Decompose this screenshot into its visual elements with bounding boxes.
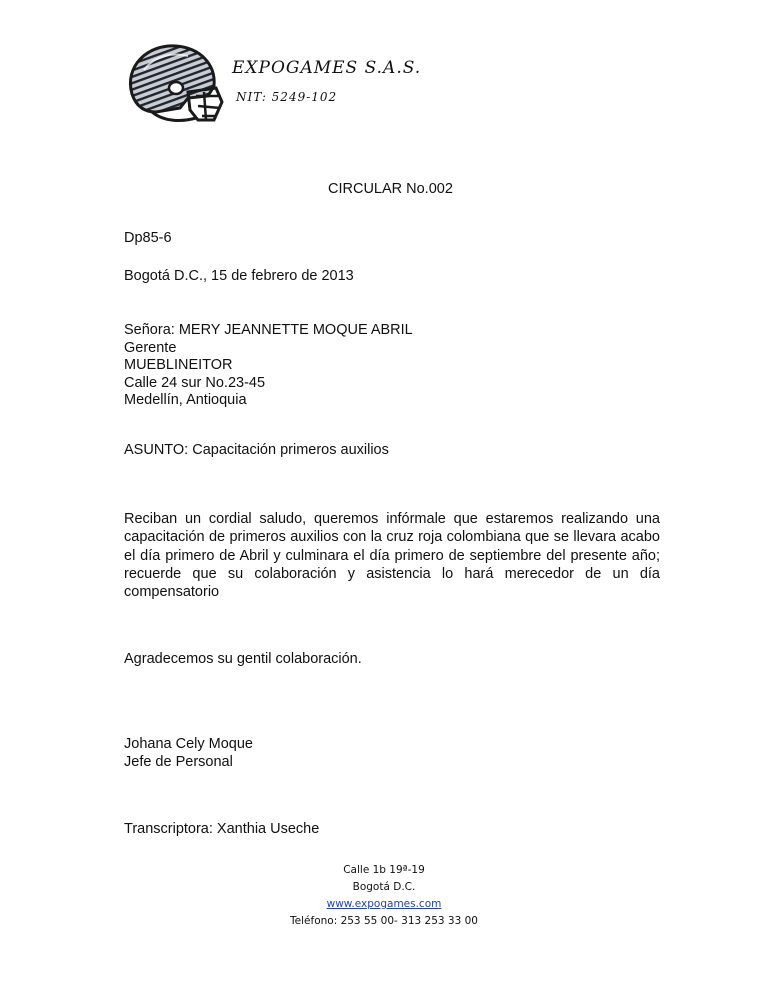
footer-address: Calle 1b 19ª-19 [343,864,425,876]
recipient-block [124,322,413,410]
recipient-address: Calle 24 sur No.23-45 [124,374,266,391]
recipient-company: MUEBLINEITOR [124,357,233,373]
footer [0,862,768,930]
footer-website-link[interactable]: www.expogames.com [326,898,442,910]
subject-line: ASUNTO: Capacitación primeros auxilios [124,442,389,458]
footer-city: Bogotá D.C. [352,881,416,893]
signer-title: Jefe de Personal [124,753,233,770]
recipient-name: Señora: MERY JEANNETTE MOQUE ABRIL [124,322,413,338]
closing-line: Agradecemos su gentil colaboración. [124,651,362,667]
city-date: Bogotá D.C., 15 de febrero de 2013 [124,268,354,284]
company-name: EXPOGAMES S.A.S. [232,58,422,78]
recipient-position: Gerente [124,339,177,356]
football-helmet-icon [118,36,230,126]
company-nit: NIT: 5249-102 [236,90,338,104]
circular-title: CIRCULAR No.002 [328,181,453,197]
body-paragraph: Reciban un cordial saludo, queremos infórmale que estaremos realizando una capacitación de primeros auxilios con la cruz roja colombiana que se llevara acabo el día primero de Abril y culminara el día primero de septiembre del presente año; recuerde que su colaboración y asistencia lo hará merecedor de un día compensatorio [124,511,660,601]
footer-phone: Teléfono: 253 55 00- 313 253 33 00 [290,915,478,927]
signer-name: Johana Cely Moque [124,736,253,752]
recipient-city: Medellín, Antioquia [124,392,247,408]
reference-code: Dp85-6 [124,230,172,246]
signature-block [124,736,253,771]
transcriber-line: Transcriptora: Xanthia Useche [124,821,320,837]
